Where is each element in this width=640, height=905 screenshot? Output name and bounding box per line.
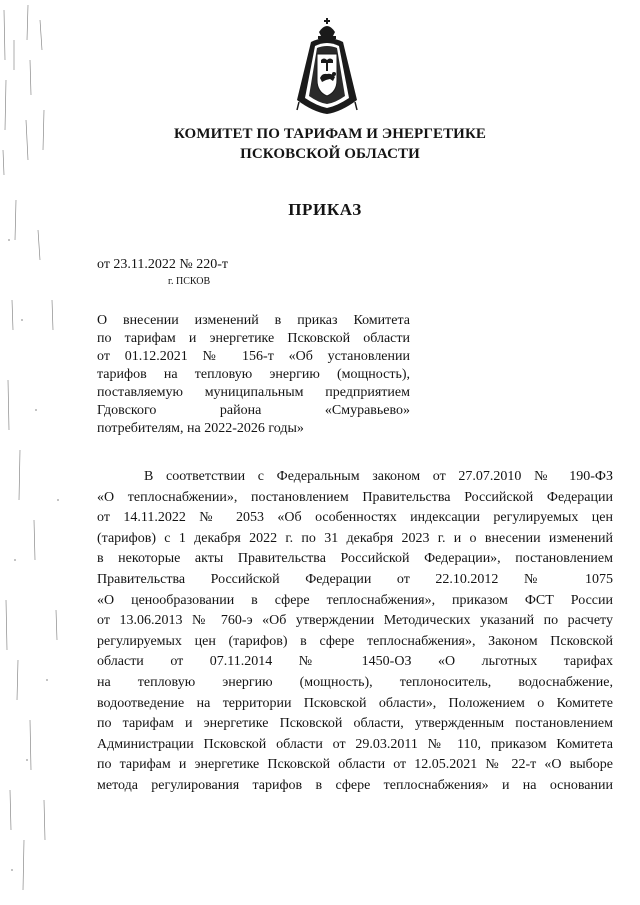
document-city: г. ПСКОВ: [168, 276, 211, 287]
subject-line: поставляемую муниципальным предприятием: [97, 385, 410, 400]
body-line: регулируемых цен (тарифов) в сфере теплоснабжения», Законом Псковской: [97, 633, 613, 649]
committee-name-line2: ПСКОВСКОЙ ОБЛАСТИ: [240, 146, 420, 162]
scan-artifacts: [0, 0, 70, 905]
body-line: «О ценообразовании в сфере теплоснабжения», приказом ФСТ России: [97, 592, 613, 608]
committee-name: [140, 124, 520, 164]
body-line: водоотведение на территории Псковской области», Положением о Комитете: [97, 695, 613, 711]
body-line: Правительства Российской Федерации от 22.10.2012 № 1075: [97, 571, 613, 587]
subject-line: по тарифам и энергетике Псковской области: [97, 331, 410, 346]
body-line: по тарифам и энергетике Псковской области от 12.05.2021 № 22-т «О выборе: [97, 757, 613, 773]
body-line: от 13.06.2013 № 760-э «Об утверждении Методических указаний по расчету: [97, 613, 613, 629]
body-line: метода регулирования тарифов в сфере теплоснабжения» и на основании: [97, 777, 613, 793]
document-title: ПРИКАЗ: [288, 200, 362, 219]
subject-line: О внесении изменений в приказ Комитета: [97, 313, 410, 328]
subject-line: потребителям, на 2022-2026 годы»: [97, 421, 304, 436]
body-line: от 14.11.2022 № 2053 «Об особенностях индексации регулируемых цен: [97, 510, 613, 526]
body-line: по тарифам и энергетике Псковской области, утвержденным постановлением: [97, 716, 613, 732]
subject-line: от 01.12.2021 № 156-т «Об установлении: [97, 349, 410, 364]
subject-line: тарифов на тепловую энергию (мощность),: [97, 367, 410, 382]
body-line: (тарифов) с 1 декабря 2022 г. по 31 декабря 2023 г. и о внесении изменений: [97, 530, 613, 546]
pskov-coat-of-arms-icon: [291, 18, 363, 118]
body-line: В соответствии с Федеральным законом от 27.07.2010 № 190-ФЗ: [144, 469, 613, 484]
subject-line: Гдовского района «Смуравьево»: [97, 403, 410, 418]
body-line: «О теплоснабжении», постановлением Правительства Российской Федерации: [97, 489, 613, 505]
committee-name-line1: КОМИТЕТ ПО ТАРИФАМ И ЭНЕРГЕТИКЕ: [173, 126, 487, 142]
body-line: на тепловую энергию (мощность), теплоноситель, водоснабжение,: [97, 674, 613, 690]
document-body: [97, 467, 613, 797]
body-line: в некоторые акты Правительства Российской Федерации», постановлением: [97, 551, 613, 567]
body-line: области от 07.11.2014 № 1450-ОЗ «О льготных тарифах: [97, 654, 613, 670]
document-subject: [97, 312, 410, 438]
document-date-number: от 23.11.2022 № 220-т: [97, 257, 229, 272]
body-line: Администрации Псковской области от 29.03.2011 № 110, приказом Комитета: [97, 736, 613, 752]
